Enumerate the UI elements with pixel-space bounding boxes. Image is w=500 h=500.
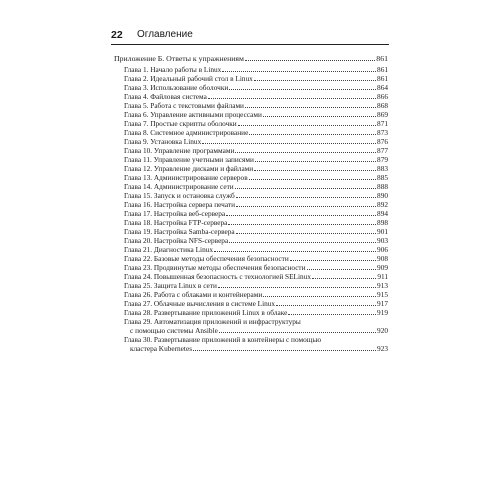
- leader-dots: [249, 179, 376, 180]
- chapter-page: 873: [377, 127, 388, 137]
- chapter-page: 901: [377, 227, 388, 237]
- chapter-title: Глава 13. Администрирование серверов: [124, 172, 248, 182]
- chapter-title: Глава 14. Администрирование сети: [124, 182, 234, 191]
- leader-dots: [290, 260, 376, 261]
- chapter-title: Глава 21. Диагностика Linux: [124, 245, 214, 255]
- chapter-line: [124, 236, 388, 245]
- toc-chapter-entry: [124, 164, 388, 173]
- chapter-title: Глава 18. Настройка FTP-сервера: [124, 218, 228, 228]
- chapter-line: [124, 281, 388, 290]
- toc-chapter-entry: [124, 191, 388, 200]
- leader-dots: [214, 251, 376, 252]
- chapter-title: Глава 8. Системное администрирование: [124, 127, 249, 137]
- leader-dots: [254, 80, 376, 81]
- leader-dots: [255, 161, 376, 162]
- chapter-page: 913: [377, 281, 388, 291]
- chapter-title-continuation: с помощью системы Ansible: [130, 326, 218, 336]
- chapter-line: [124, 119, 388, 128]
- toc-chapter-entry: [124, 299, 388, 308]
- chapter-title-continuation: кластера Kubernetes: [130, 344, 193, 354]
- chapter-line: [124, 173, 388, 182]
- chapter-line: [124, 182, 388, 191]
- chapter-title: Глава 30. Развертывание приложений в контейнеры с помощью: [124, 335, 322, 345]
- toc-chapter-entry: [124, 227, 388, 236]
- chapter-page: 871: [377, 118, 388, 128]
- chapter-title: Глава 29. Автоматизация приложений и инфраструктуры: [124, 317, 301, 327]
- toc-chapter-entry: [124, 335, 388, 353]
- toc-chapter-entry: [124, 173, 388, 182]
- chapter-title: Глава 4. Файловая система: [124, 91, 207, 101]
- appendix-page: 861: [376, 54, 388, 63]
- running-header-title: Оглавление: [137, 29, 193, 40]
- chapter-title: Глава 27. Облачные вычисления в системе Linux: [124, 299, 276, 309]
- toc-chapter-entry: [124, 119, 388, 128]
- chapter-page: 866: [377, 91, 388, 101]
- chapter-page: 894: [377, 209, 388, 219]
- chapter-page: 864: [377, 82, 388, 92]
- leader-dots: [263, 296, 376, 297]
- chapter-line: [124, 272, 388, 281]
- toc-chapter-entry: [124, 146, 388, 155]
- page-number: 22: [111, 29, 123, 41]
- chapter-title: Глава 17. Настройка веб-сервера: [124, 209, 226, 219]
- leader-dots: [229, 242, 376, 243]
- chapter-page: 917: [377, 299, 388, 309]
- chapter-page: 906: [377, 245, 388, 255]
- chapter-line: [124, 92, 388, 101]
- chapter-line: [124, 74, 388, 83]
- chapter-line: [124, 101, 388, 110]
- chapter-page: 903: [377, 236, 388, 246]
- chapter-line: [124, 146, 388, 155]
- chapter-page: 911: [377, 272, 388, 282]
- chapter-title: Глава 3. Использование оболочки: [124, 82, 229, 92]
- chapter-page: 890: [377, 191, 388, 201]
- toc-chapter-entry: [124, 263, 388, 272]
- chapter-title: Глава 11. Управление учетными записями: [124, 154, 254, 164]
- chapter-line-continued: [124, 344, 388, 353]
- chapter-title: Глава 5. Работа с текстовыми файлами: [124, 100, 244, 110]
- leader-dots: [245, 60, 375, 61]
- leader-dots: [236, 197, 376, 198]
- running-header: [111, 28, 389, 42]
- leader-dots: [226, 215, 376, 216]
- leader-dots: [254, 170, 376, 171]
- leader-dots: [218, 287, 376, 288]
- toc-chapter-entry: [124, 209, 388, 218]
- chapter-page: 923: [377, 344, 388, 354]
- leader-dots: [228, 224, 376, 225]
- chapter-title: Глава 6. Управление активными процессами: [124, 109, 262, 119]
- chapter-line: [124, 191, 388, 200]
- chapter-title: Глава 19. Настройка Samba-сервера: [124, 227, 235, 237]
- leader-dots: [229, 89, 376, 90]
- chapter-title: Глава 23. Продвинутые методы обеспечения безопасности: [124, 263, 306, 273]
- chapter-title: Глава 25. Защита Linux в сети: [124, 281, 217, 291]
- toc-chapter-entry: [124, 236, 388, 245]
- chapter-line: [124, 164, 388, 173]
- chapter-page: 869: [377, 109, 388, 119]
- chapter-page: 892: [377, 200, 388, 210]
- leader-dots: [235, 188, 376, 189]
- toc-chapter-entry: [124, 290, 388, 299]
- chapter-line-continued: [124, 326, 388, 335]
- toc-chapter-entry: [124, 110, 388, 119]
- leader-dots: [236, 206, 376, 207]
- leader-dots: [236, 233, 376, 234]
- toc-chapter-entry: [124, 245, 388, 254]
- toc-appendix-entry: [114, 54, 388, 64]
- chapter-line: [124, 65, 388, 74]
- chapter-line: [124, 128, 388, 137]
- leader-dots: [235, 152, 376, 153]
- toc-chapter-entry: [124, 74, 388, 83]
- chapter-title: Глава 15. Запуск и остановка служб: [124, 191, 235, 201]
- chapter-title: Глава 9. Установка Linux: [124, 136, 202, 146]
- chapter-page: 876: [377, 136, 388, 146]
- chapter-title: Глава 1. Начало работы в Linux: [124, 64, 222, 74]
- leader-dots: [202, 143, 376, 144]
- leader-dots: [276, 305, 376, 306]
- leader-dots: [288, 314, 376, 315]
- chapter-line: [124, 263, 388, 272]
- chapter-page: 885: [377, 172, 388, 182]
- leader-dots: [307, 269, 377, 270]
- toc-chapter-entry: [124, 83, 388, 92]
- chapter-page: 898: [377, 218, 388, 228]
- table-of-contents: [114, 54, 388, 353]
- chapter-title: Глава 10. Управление программами: [124, 145, 235, 155]
- toc-chapter-entry: [124, 137, 388, 146]
- chapter-page: 919: [377, 308, 388, 318]
- leader-dots: [222, 71, 376, 72]
- toc-chapter-entry: [124, 155, 388, 164]
- chapter-line: [124, 227, 388, 236]
- chapter-line: [124, 290, 388, 299]
- toc-chapter-entry: [124, 317, 388, 335]
- toc-chapter-entry: [124, 200, 388, 209]
- toc-chapter-entry: [124, 182, 388, 191]
- toc-chapter-entry: [124, 65, 388, 74]
- chapter-line: [124, 245, 388, 254]
- chapter-page: 915: [377, 290, 388, 300]
- appendix-title: Приложение Б. Ответы к упражнениям: [114, 54, 244, 63]
- chapter-page: 920: [377, 326, 388, 336]
- chapter-line: [124, 200, 388, 209]
- chapter-title: Глава 2. Идеальный рабочий стол в Linux: [124, 73, 253, 83]
- chapter-title: Глава 22. Базовые методы обеспечения безопасности: [124, 254, 289, 264]
- chapter-line: [124, 209, 388, 218]
- chapter-page: 879: [377, 154, 388, 164]
- chapter-page: 909: [377, 263, 388, 273]
- leader-dots: [238, 125, 376, 126]
- chapter-page: 861: [377, 64, 388, 74]
- chapter-page: 861: [377, 73, 388, 83]
- toc-chapter-entry: [124, 128, 388, 137]
- leader-dots: [208, 98, 376, 99]
- chapter-title: Глава 26. Работа с облаками и контейнерами: [124, 290, 263, 300]
- chapter-line: [124, 83, 388, 92]
- leader-dots: [312, 278, 376, 279]
- chapter-line: [124, 335, 388, 344]
- chapter-title: Глава 16. Настройка сервера печати: [124, 200, 235, 210]
- leader-dots: [263, 116, 376, 117]
- chapter-list: [114, 65, 388, 354]
- chapter-title: Глава 28. Развертывание приложений Linux в облаке: [124, 308, 288, 318]
- toc-chapter-entry: [124, 272, 388, 281]
- chapter-line: [124, 317, 388, 326]
- leader-dots: [245, 107, 376, 108]
- chapter-line: [124, 137, 388, 146]
- chapter-title: Глава 12. Управление дисками и файлами: [124, 163, 254, 173]
- chapter-line: [124, 155, 388, 164]
- chapter-page: 877: [377, 145, 388, 155]
- chapter-line: [124, 254, 388, 263]
- chapter-line: [124, 299, 388, 308]
- chapter-page: 868: [377, 100, 388, 110]
- chapter-page: 888: [377, 182, 388, 191]
- chapter-title: Глава 24. Повышенная безопасность с технологией SELinux: [124, 272, 311, 282]
- leader-dots: [249, 134, 376, 135]
- chapter-line: [124, 110, 388, 119]
- toc-chapter-entry: [124, 254, 388, 263]
- chapter-page: 883: [377, 163, 388, 173]
- toc-chapter-entry: [124, 101, 388, 110]
- chapter-title: Глава 20. Настройка NFS-сервера: [124, 236, 229, 246]
- toc-chapter-entry: [124, 92, 388, 101]
- chapter-title: Глава 7. Простые скрипты оболочки: [124, 118, 237, 128]
- chapter-page: 908: [377, 254, 388, 264]
- leader-dots: [193, 350, 376, 351]
- toc-chapter-entry: [124, 218, 388, 227]
- toc-chapter-entry: [124, 281, 388, 290]
- header-rule: [111, 44, 389, 45]
- chapter-line: [124, 218, 388, 227]
- leader-dots: [219, 332, 376, 333]
- chapter-line: [124, 308, 388, 317]
- toc-chapter-entry: [124, 308, 388, 317]
